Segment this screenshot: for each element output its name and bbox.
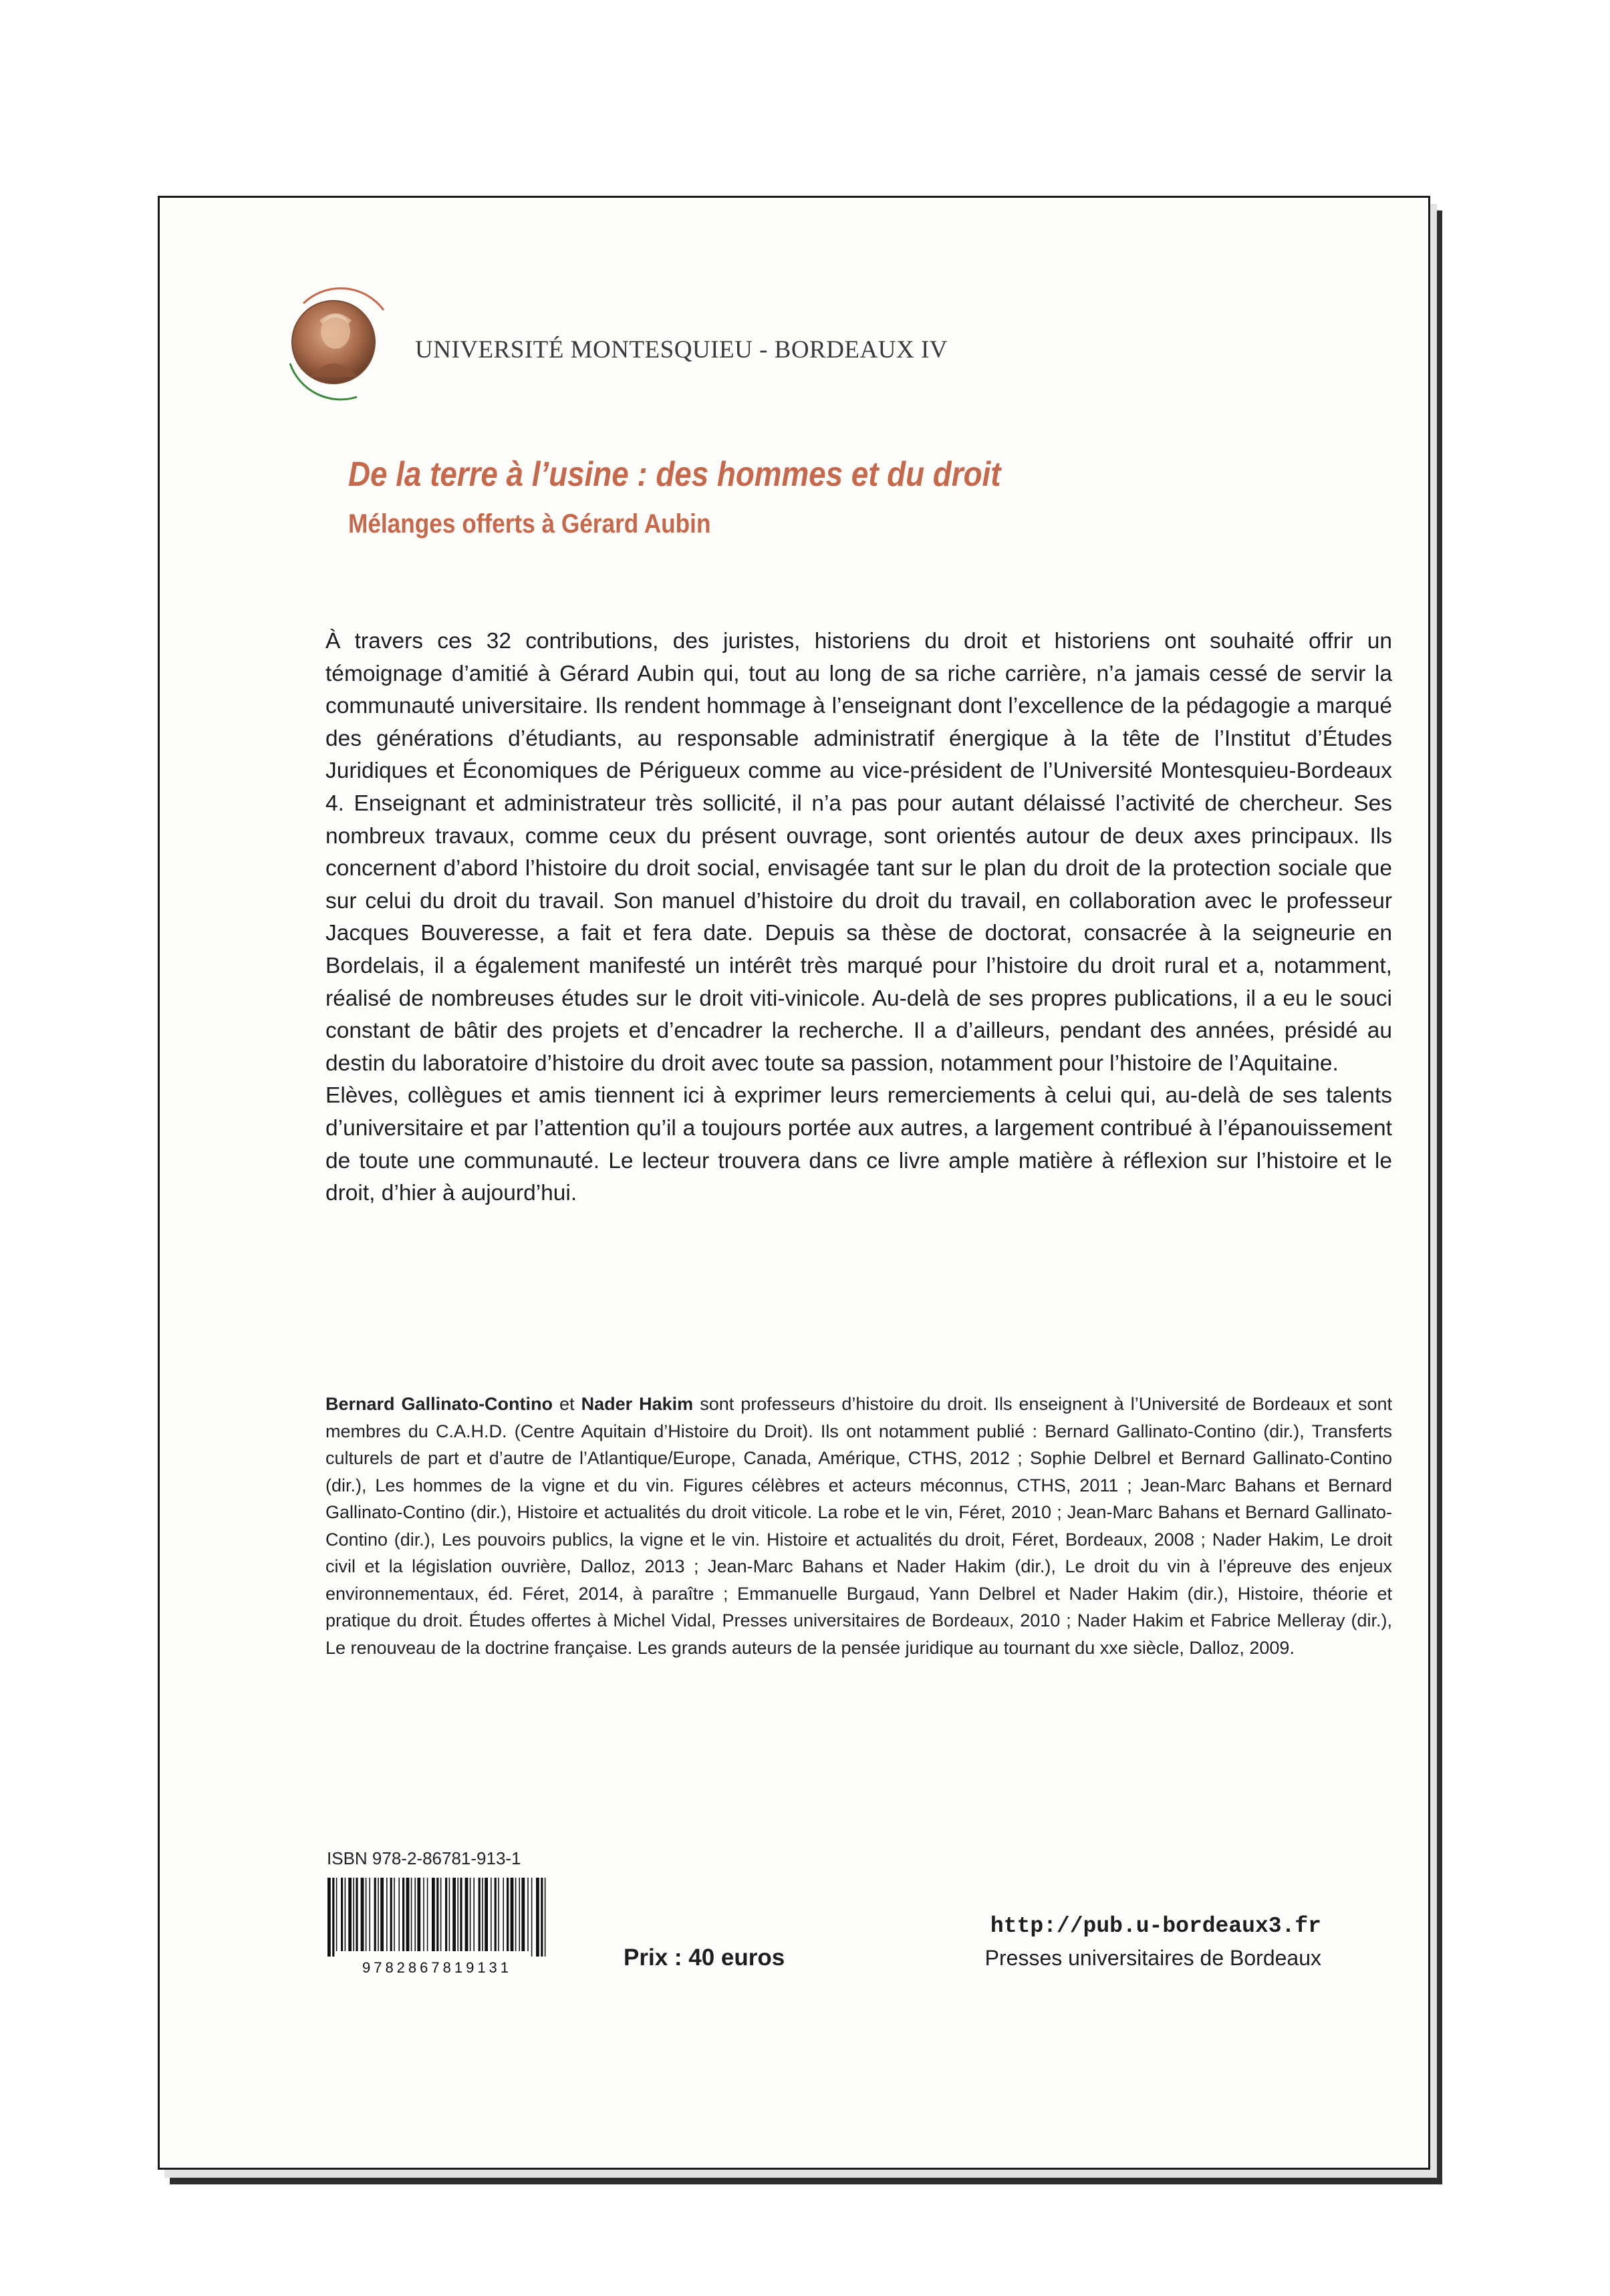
- barcode-bar: [345, 1878, 346, 1951]
- barcode-bar: [411, 1878, 412, 1951]
- barcode-bar: [423, 1878, 424, 1951]
- barcode-bar: [495, 1878, 497, 1951]
- barcode-bar: [498, 1878, 499, 1951]
- barcode-bar: [470, 1878, 471, 1951]
- barcode-bar: [457, 1878, 458, 1951]
- barcode-bar: [390, 1878, 392, 1951]
- barcode-bar: [527, 1878, 529, 1951]
- barcode-bar: [521, 1878, 525, 1951]
- barcode-bar: [427, 1878, 428, 1951]
- barcode-bar: [348, 1878, 352, 1951]
- barcode-bar: [394, 1878, 395, 1951]
- book-back-cover: [158, 196, 1430, 2170]
- conjunction: et: [553, 1394, 581, 1414]
- barcode-bar: [482, 1878, 483, 1951]
- barcode-bar: [479, 1878, 481, 1951]
- description-paragraph: Elèves, collègues et amis tiennent ici à exprimer leurs remerciements à celui qui, au-delà de ses talents d’universitaire et par l’attention qu’il a toujours portée aux autres, a largement contribué à l’épanouissement de toute une communauté. Le lecteur trouvera dans ce livre ample matière à réflexion sur l’histoire et le droit, d’hier à aujourd’hui.: [325, 1083, 1392, 1206]
- barcode-bar: [374, 1878, 376, 1951]
- barcode-digits: 9782867819131: [362, 1959, 513, 1975]
- bio-text: sont professeurs d’histoire du droit. Ils enseignent à l’Université de Bordeaux et sont membres du C.A.H.D. (Centre Aquitain d’Histoire du Droit). Ils ont notamment publié : Bernard Gallinato-Contino (dir.), Transferts culturels de part et d’autre de l’Atlantique/Europe, Canada, Amérique, CTHS, 2012 ; Sophie Delbrel et Bernard Gallinato-Contino (dir.), Les hommes de la vigne et du vin. Figures célèbres et acteurs méconnus, CTHS, 2011 ; Jean-Marc Bahans et Bernard Gallinato-Contino (dir.), Histoire et actualités du droit viticole. La robe et le vin, Féret, 2010 ; Jean-Marc Bahans et Bernard Gallinato-Contino (dir.), Les pouvoirs publics, la vigne et le vin. Histoire et actualités du droit, Féret, Bordeaux, 2008 ; Nader Hakim, Le droit civil et la législation ouvrière, Dalloz, 2013 ; Jean-Marc Bahans et Nader Hakim (dir.), Le droit du vin à l’épreuve des enjeux environnementaux, éd. Féret, 2014, à paraître ; Emmanuelle Burgaud, Yann Delbrel et Nader Hakim (dir.), Histoire, théorie et pratique du droit. Études offertes à Michel Vidal, Presses universitaires de Bordeaux, 2010 ; Nader Hakim et Fabrice Melleray (dir.), Le renouveau de la doctrine française. Les grands auteurs de la pensée juridique au tournant du xxe siècle, Dalloz, 2009.: [325, 1394, 1392, 1658]
- barcode-bar: [507, 1878, 509, 1951]
- barcode-bar: [445, 1878, 447, 1951]
- authors-bio: [325, 1391, 1392, 1661]
- barcode-bar: [378, 1878, 379, 1951]
- publisher-url[interactable]: http://pub.u-bordeaux3.fr: [990, 1914, 1321, 1939]
- barcode-bar: [536, 1878, 539, 1957]
- barcode-bar: [449, 1878, 450, 1951]
- barcode-bar: [380, 1878, 384, 1951]
- barcode-bar: [460, 1878, 462, 1951]
- publisher-name: Presses universitaires de Bordeaux: [984, 1946, 1321, 1970]
- barcode-bar: [473, 1878, 475, 1951]
- description-paragraph: À travers ces 32 contributions, des juristes, historiens du droit et historiens ont souhaité offrir un témoignage d’amitié à Gérard Aubin qui, tout au long de sa riche carrière, n’a jamais cessé de servir la communauté universitaire. Ils rendent hommage à l’enseignant dont l’excellence de la pédagogie a marqué des générations d’étudiants, au responsable administratif énergique à la tête de l’Institut d’Études Juridiques et Économiques de Périgueux comme au vice-président de l’Université Montesquieu-Bordeaux 4. Enseignant et administrateur très sollicité, il n’a pas pour autant délaissé l’activité de chercheur. Ses nombreux travaux, comme ceux du présent ouvrage, sont orientés autour de deux axes principaux. Ils concernent d’abord l’histoire du droit social, envisagée tant sur le plan du droit de la protection sociale que sur celui du droit du travail. Son manuel d’histoire du droit du travail, en collaboration avec le professeur Jacques Bouveresse, a fait et fera date. Depuis sa thèse de doctorat, consacrée à la seigneurie en Bordelais, il a également manifesté un intérêt très marqué pour l’histoire du droit rural et a, notamment, réalisé de nombreuses études sur le droit viti-vinicole. Au-delà de ses propres publications, il a eu le souci constant de bâtir des projets et d’encadrer la recherche. Il a d’ailleurs, pendant des années, présidé au destin du laboratoire d’histoire du droit avec toute sa passion, notamment pour l’histoire de l’Aquitaine.: [325, 629, 1392, 1076]
- barcode-bar: [406, 1878, 410, 1951]
- barcode-bar: [465, 1878, 468, 1951]
- barcode-bar: [491, 1878, 492, 1951]
- barcode-bar: [336, 1878, 338, 1951]
- barcode-bar: [366, 1878, 367, 1951]
- barcode-bar: [519, 1878, 520, 1951]
- barcode-bar: [485, 1878, 488, 1951]
- author-name: Bernard Gallinato-Contino: [325, 1394, 553, 1414]
- barcode-bar: [417, 1878, 420, 1951]
- barcode-bars: [327, 1878, 545, 1957]
- barcode: [323, 1876, 551, 1975]
- barcode-bar: [327, 1878, 331, 1957]
- university-name: UNIVERSITÉ MONTESQUIEU - BORDEAUX IV: [415, 336, 948, 364]
- barcode-bar: [356, 1878, 358, 1951]
- isbn: ISBN 978-2-86781-913-1: [327, 1848, 521, 1868]
- barcode-bar: [436, 1878, 438, 1951]
- barcode-bar: [386, 1878, 388, 1951]
- book-subtitle: Mélanges offerts à Gérard Aubin: [348, 509, 711, 539]
- barcode-bar: [545, 1878, 546, 1957]
- barcode-bar: [511, 1878, 514, 1951]
- barcode-bar: [515, 1878, 517, 1951]
- barcode-bar: [531, 1878, 533, 1957]
- barcode-bar: [332, 1878, 334, 1957]
- barcode-bar: [414, 1878, 416, 1951]
- author-name: Nader Hakim: [581, 1394, 694, 1414]
- barcode-bar: [440, 1878, 442, 1951]
- barcode-bar: [341, 1878, 343, 1951]
- book-title: De la terre à l’usine : des hommes et du droit: [348, 455, 1001, 494]
- barcode-bar: [398, 1878, 400, 1951]
- description-text: [325, 625, 1392, 1210]
- barcode-bar: [452, 1878, 456, 1951]
- barcode-bar: [402, 1878, 404, 1951]
- barcode-bar: [503, 1878, 504, 1951]
- price: Prix : 40 euros: [624, 1945, 785, 1971]
- barcode-bar: [432, 1878, 435, 1951]
- barcode-bar: [361, 1878, 364, 1951]
- portrait-medallion-icon: [277, 283, 397, 404]
- barcode-bar: [541, 1878, 543, 1957]
- barcode-bar: [353, 1878, 354, 1951]
- barcode-bar: [369, 1878, 370, 1951]
